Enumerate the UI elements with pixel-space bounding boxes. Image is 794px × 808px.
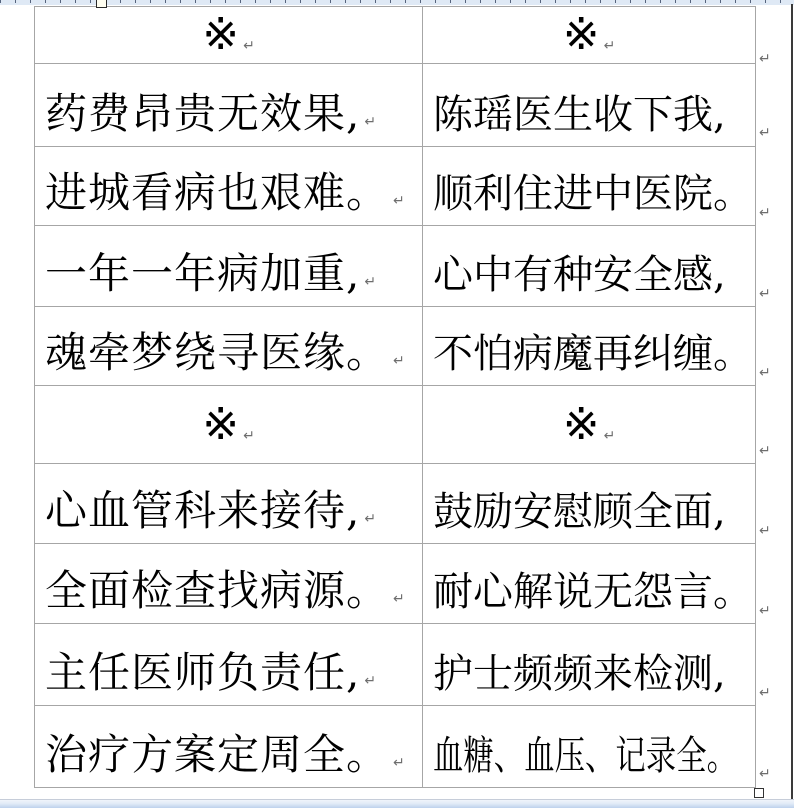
table-cell[interactable] (35, 7, 423, 64)
row-end-mark-icon: ↵ (759, 365, 771, 381)
return-mark-icon: ↵ (364, 511, 377, 527)
table-cell[interactable] (423, 147, 755, 226)
table-cell[interactable] (423, 386, 755, 464)
row-end-mark-icon: ↵ (759, 603, 771, 619)
table-cell[interactable] (423, 307, 755, 386)
poem-line: 护士频频来检测, (433, 651, 726, 697)
row-end-mark-icon: ↵ (759, 685, 771, 701)
row-end-mark-icon: ↵ (759, 205, 771, 221)
poem-line: 主任医师负责任, (45, 648, 361, 697)
row-end-mark-icon: ↵ (759, 51, 771, 67)
row-end-mark-icon: ↵ (759, 523, 771, 539)
poem-line: 耐心解说无怨言。 (433, 569, 753, 615)
table-cell[interactable] (35, 64, 423, 147)
poem-line: 顺利住进中医院。 (433, 171, 753, 217)
table-cell[interactable] (423, 544, 755, 624)
reference-mark-symbol: ※ (562, 398, 600, 450)
return-mark-icon: ↵ (603, 38, 616, 54)
return-mark-icon: ↵ (393, 591, 405, 607)
return-mark-icon: ↵ (393, 755, 405, 771)
return-mark-icon: ↵ (243, 427, 255, 444)
table-cell[interactable] (423, 624, 755, 706)
poem-line: 血糖、血压、记录全。 (433, 733, 737, 779)
reference-mark-symbol: ※ (202, 398, 240, 450)
ruler-indent-marker[interactable] (96, 0, 107, 8)
table-cell[interactable] (35, 544, 423, 624)
ruler (0, 0, 794, 5)
table-resize-handle[interactable] (754, 788, 764, 798)
row-end-mark-icon: ↵ (759, 766, 771, 782)
table-cell[interactable] (423, 706, 755, 787)
return-mark-icon: ↵ (364, 274, 377, 290)
poem-line: 全面检查找病源。 (45, 566, 390, 615)
table-cell[interactable] (423, 464, 755, 544)
poem-line: 治疗方案定周全。 (45, 730, 390, 779)
poem-line: 不怕病魔再纠缠。 (433, 331, 753, 377)
table-cell[interactable] (423, 7, 755, 64)
poem-line: 心中有种安全感, (433, 252, 726, 298)
reference-mark-symbol: ※ (562, 9, 600, 60)
poem-line: 进城看病也艰难。 (45, 168, 390, 217)
poem-line: 鼓励安慰顾全面, (433, 489, 726, 535)
poem-line: 药费昂贵无效果, (45, 89, 361, 138)
row-end-mark-icon: ↵ (759, 286, 771, 302)
reference-mark-symbol: ※ (202, 9, 240, 60)
table-cell[interactable] (35, 307, 423, 386)
poem-table (34, 6, 756, 788)
page-right-edge (791, 4, 793, 799)
poem-line: 魂牵梦绕寻医缘。 (45, 328, 390, 377)
table-cell[interactable] (423, 226, 755, 307)
table-cell[interactable] (423, 64, 755, 147)
table-cell[interactable] (35, 226, 423, 307)
return-mark-icon: ↵ (393, 193, 405, 209)
return-mark-icon: ↵ (364, 673, 377, 689)
return-mark-icon: ↵ (364, 114, 377, 130)
return-mark-icon: ↵ (243, 38, 255, 54)
return-mark-icon: ↵ (393, 353, 405, 369)
table-cell[interactable] (35, 147, 423, 226)
table-cell[interactable] (35, 464, 423, 544)
poem-line: 心血管科来接待, (45, 486, 361, 535)
poem-line: 陈瑶医生收下我, (433, 92, 726, 138)
row-end-mark-icon: ↵ (759, 125, 771, 141)
table-cell[interactable] (35, 386, 423, 464)
table-cell[interactable] (35, 624, 423, 706)
table-cell[interactable] (35, 706, 423, 787)
return-mark-icon: ↵ (603, 427, 616, 444)
row-end-mark-icon: ↵ (759, 443, 771, 459)
poem-line: 一年一年病加重, (45, 249, 361, 298)
